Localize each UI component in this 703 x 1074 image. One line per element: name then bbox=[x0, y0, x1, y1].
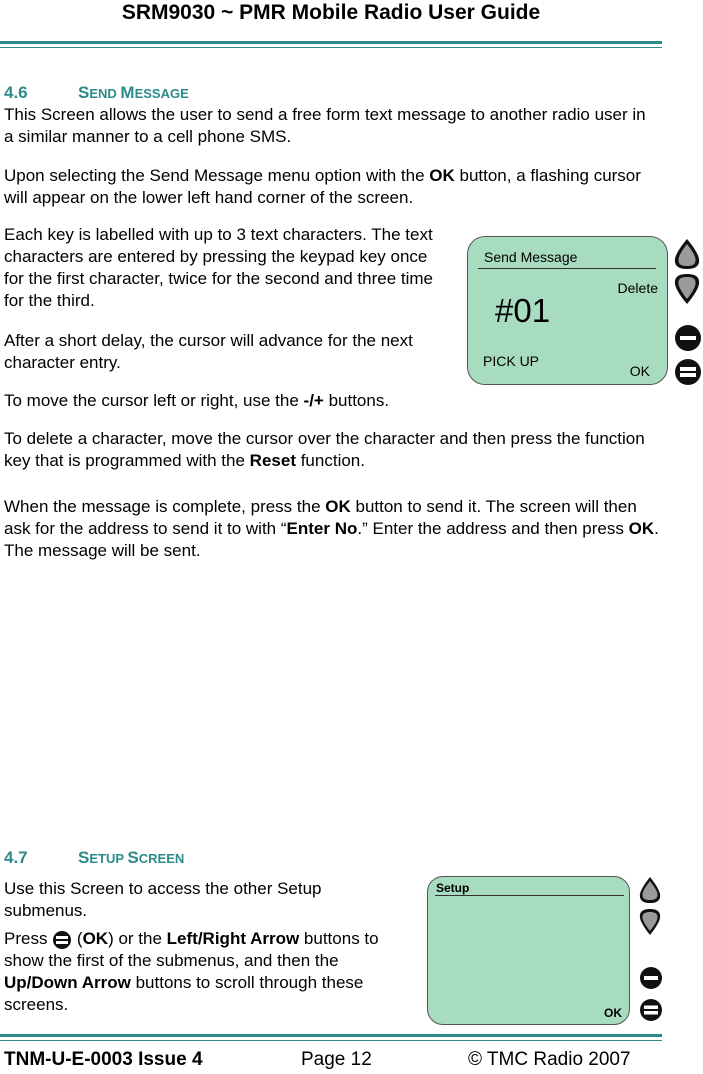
screen-softkey-delete: Delete bbox=[617, 280, 658, 296]
text: . The message will be sent. bbox=[4, 519, 659, 560]
paragraph bbox=[4, 165, 654, 209]
bold-text: OK bbox=[325, 497, 351, 516]
bold-text: OK bbox=[82, 929, 109, 948]
section-4-7-heading bbox=[4, 848, 184, 868]
screen-softkey-ok: OK bbox=[629, 363, 650, 379]
screen-title-rule bbox=[435, 895, 624, 896]
section-4-6-heading bbox=[4, 83, 189, 103]
ok-button-icon[interactable] bbox=[674, 358, 702, 386]
screen-softkey-pickup: PICK UP bbox=[483, 353, 540, 369]
bold-text: OK bbox=[628, 519, 655, 538]
heading-letter: M bbox=[120, 83, 135, 102]
text: function. bbox=[295, 451, 365, 470]
heading-text: ESSAGE bbox=[134, 86, 189, 101]
paragraph bbox=[4, 928, 399, 1016]
heading-letter: S bbox=[127, 848, 139, 867]
footer-rule bbox=[0, 1034, 662, 1037]
screen-title: Setup bbox=[436, 881, 470, 895]
bold-text: Up/Down Arrow bbox=[4, 973, 131, 992]
text: Press bbox=[4, 929, 53, 948]
paragraph bbox=[4, 390, 449, 412]
screen-value: #01 bbox=[495, 292, 551, 329]
heading-text: ETUP bbox=[89, 851, 128, 866]
bold-text: OK bbox=[429, 166, 455, 185]
section-number: 4.6 bbox=[4, 83, 28, 102]
radio-screen-send-message bbox=[467, 236, 668, 385]
ok-button-icon[interactable] bbox=[639, 998, 663, 1022]
text: button to send it. The screen will then ask for the address to send it to with “ bbox=[4, 497, 637, 538]
heading-letter: S bbox=[78, 83, 90, 102]
text: buttons to show the first of the submenus, and then the bbox=[4, 929, 379, 970]
text: buttons to scroll through these screens. bbox=[4, 973, 364, 1014]
text: ( bbox=[72, 929, 83, 948]
text: When the message is complete, press the bbox=[4, 497, 326, 516]
bold-text: Left/Right Arrow bbox=[166, 929, 300, 948]
heading-text: END bbox=[89, 86, 121, 101]
paragraph bbox=[4, 496, 659, 562]
section-number: 4.7 bbox=[4, 848, 28, 867]
footer-rule-thin bbox=[0, 1040, 662, 1041]
header-rule-thin bbox=[0, 47, 662, 48]
heading-text: CREEN bbox=[138, 851, 185, 866]
footer-copyright: © TMC Radio 2007 bbox=[468, 1049, 631, 1070]
screen-title-rule bbox=[478, 268, 656, 269]
bold-text: Reset bbox=[249, 451, 296, 470]
text: button, a flashing cursor will appear on the lower left hand corner of the screen. bbox=[4, 166, 641, 207]
ok-button-icon bbox=[52, 930, 72, 950]
heading-letter: S bbox=[78, 848, 90, 867]
text: To move the cursor left or right, use the bbox=[4, 391, 304, 410]
header-rule bbox=[0, 41, 662, 44]
paragraph: Each key is labelled with up to 3 text characters. The text characters are entered by pressing the keypad key once for the first character, twice for the second and three time for the third. bbox=[4, 225, 433, 310]
minus-button-icon[interactable] bbox=[639, 966, 663, 990]
screen-title: Send Message bbox=[484, 249, 578, 265]
paragraph: After a short delay, the cursor will advance for the next character entry. bbox=[4, 331, 413, 372]
bold-text: -/+ bbox=[303, 391, 324, 410]
radio-screen-setup bbox=[427, 876, 630, 1025]
minus-button-icon[interactable] bbox=[674, 324, 702, 352]
bold-text: Enter No bbox=[286, 519, 358, 538]
screen-softkey-ok: OK bbox=[604, 1006, 622, 1020]
paragraph: Use this Screen to access the other Setup submenus. bbox=[4, 879, 322, 920]
up-arrow-button-icon[interactable] bbox=[637, 875, 663, 905]
page-header-title: SRM9030 ~ PMR Mobile Radio User Guide bbox=[121, 1, 541, 24]
footer-page-number: Page 12 bbox=[301, 1049, 372, 1070]
down-arrow-button-icon[interactable] bbox=[637, 907, 663, 937]
paragraph: This Screen allows the user to send a free form text message to another radio user in a similar manner to a cell phone SMS. bbox=[4, 105, 646, 146]
footer-doc-id: TNM-U-E-0003 Issue 4 bbox=[4, 1049, 203, 1070]
text: .” Enter the address and then press bbox=[357, 519, 629, 538]
down-arrow-button-icon[interactable] bbox=[672, 272, 702, 306]
text: To delete a character, move the cursor over the character and then press the function key that is programmed with the bbox=[4, 429, 645, 470]
text: ) or the bbox=[108, 929, 167, 948]
text: Upon selecting the Send Message menu option with the bbox=[4, 166, 430, 185]
paragraph bbox=[4, 428, 654, 472]
up-arrow-button-icon[interactable] bbox=[672, 237, 702, 271]
text: buttons. bbox=[323, 391, 390, 410]
